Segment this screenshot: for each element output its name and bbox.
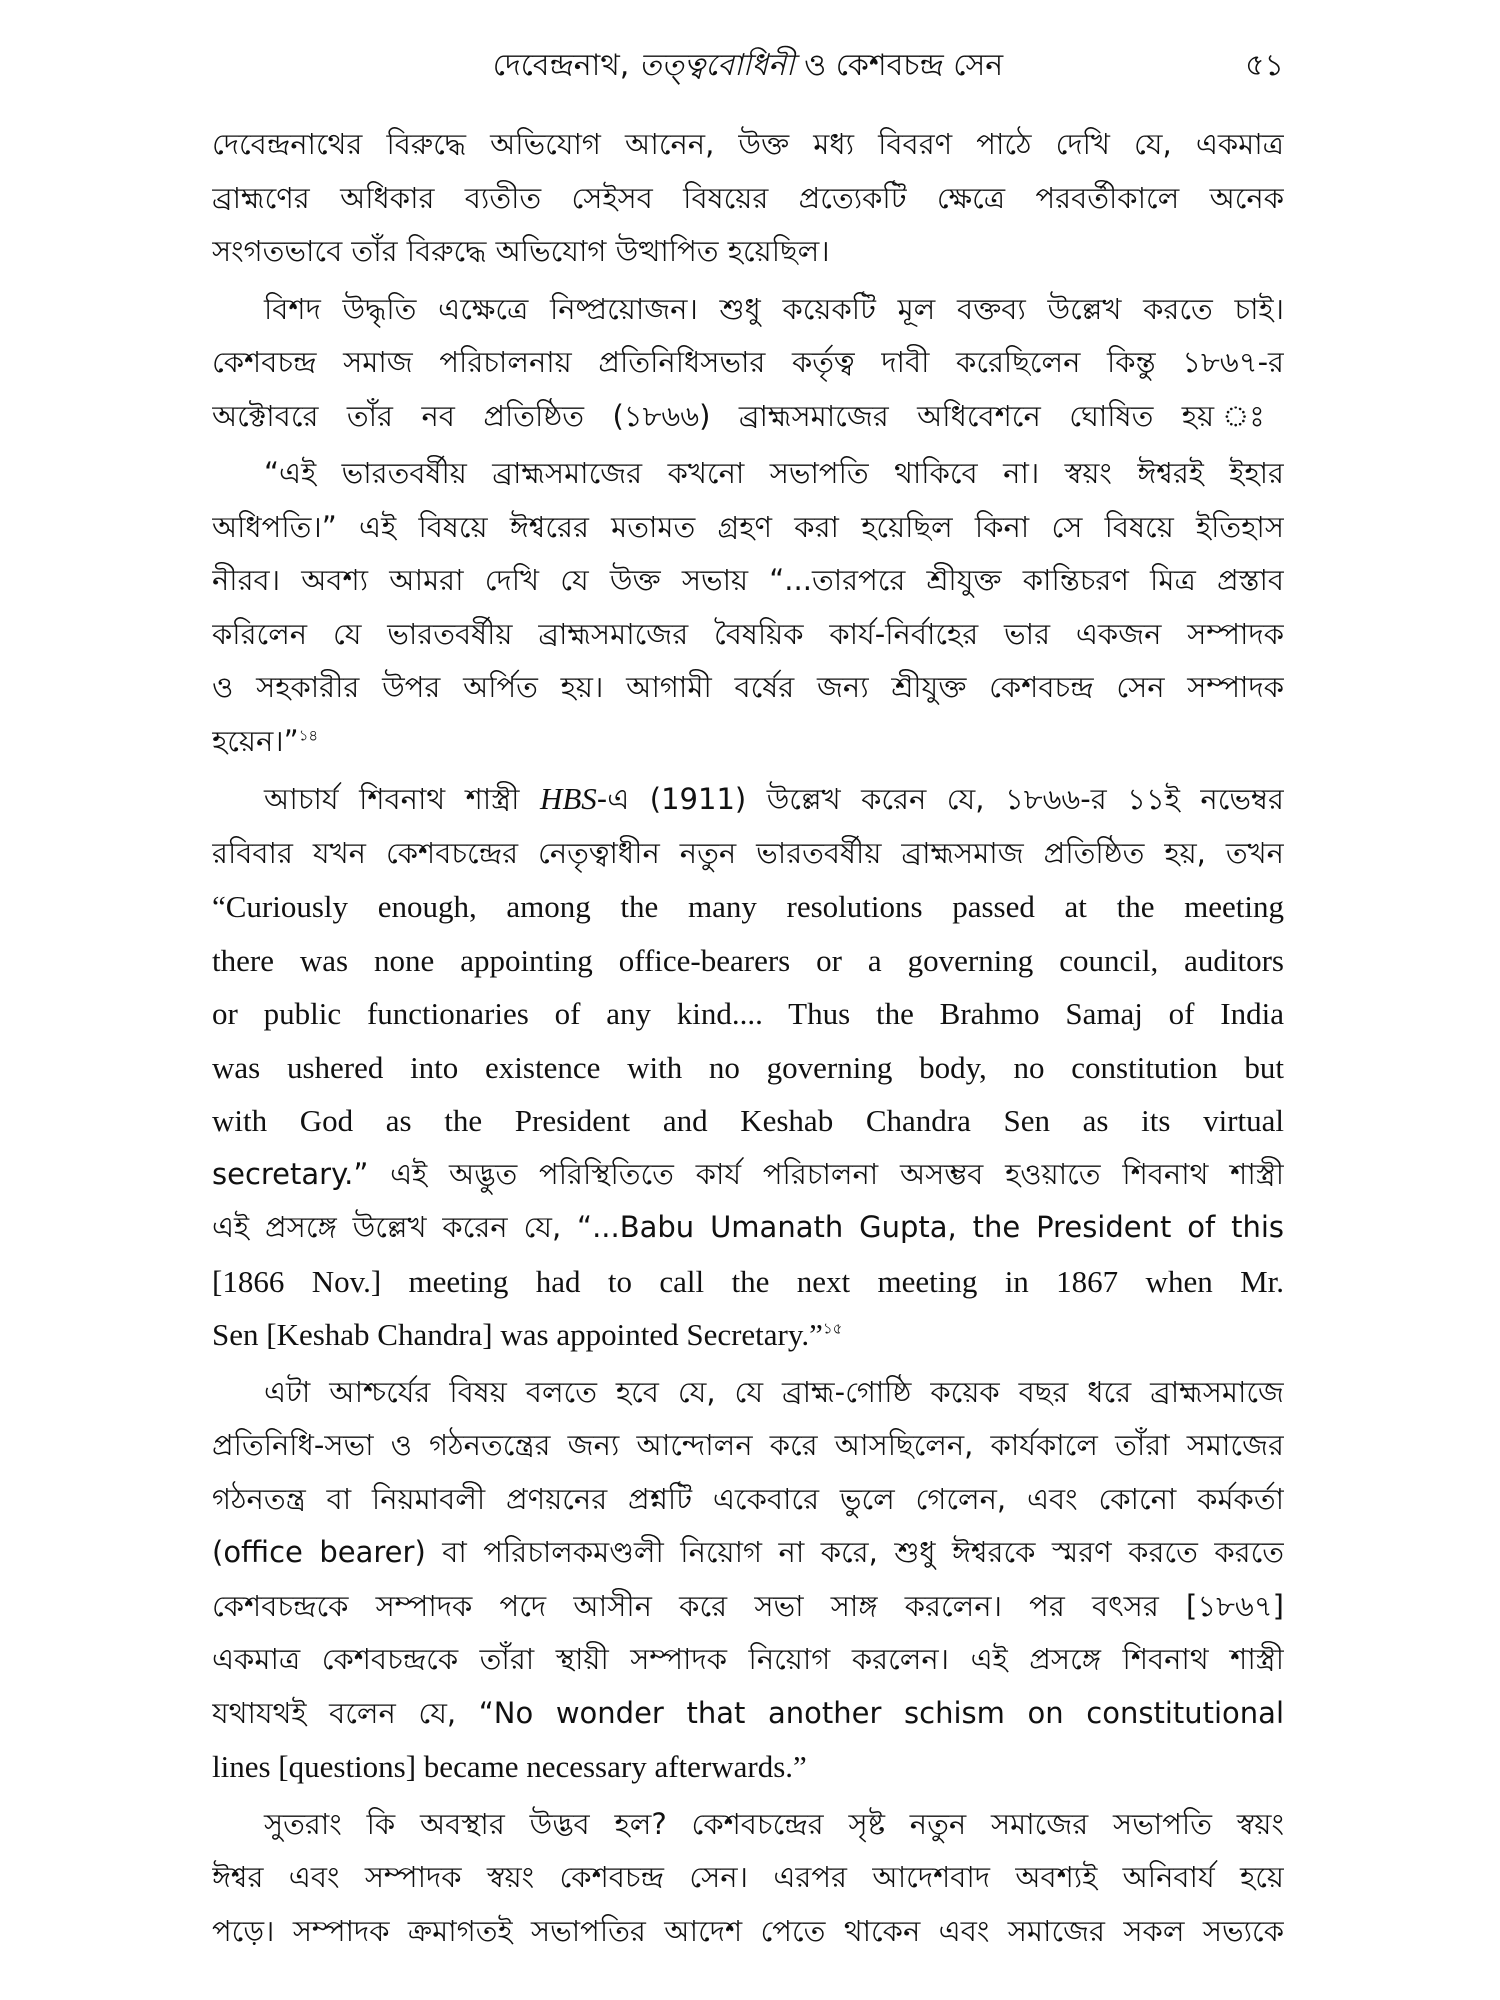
paragraph-6 [212,1798,1284,1959]
text-line: এই প্রসঙ্গে উল্লেখ করেন যে, “...Babu Umanath Gupta, the President of this [212,1210,1284,1244]
text-segment: আচার্য শিবনাথ শাস্ত্রী [264,782,540,816]
text-line: এটা আশ্চর্যের বিষয় বলতে হবে যে, যে ব্রাহ্ম-গোষ্ঠি কয়েক বছর ধরে ব্রাহ্মসমাজে [264,1374,1284,1409]
text-line: দেবেন্দ্রনাথের বিরুদ্ধে অভিযোগ আনেন, উক্ত মধ্য বিবরণ পাঠে দেখি যে, একমাত্র [212,127,1284,161]
text-line: was ushered into existence with no governing body, no constitution but [212,1049,1284,1085]
text-line: ব্রাহ্মণের অধিকার ব্যতীত সেইসব বিষয়ের প্রত্যেকটি ক্ষেত্রে পরবর্তীকালে অনেক [212,180,1284,215]
text-line: lines [questions] became necessary afterwards.” [212,1749,807,1784]
text-segment: -এ (1911) উল্লেখ করেন যে, ১৮৬৬-র ১১ই নভেম্বর [596,782,1284,816]
text-line: “এই ভারতবর্ষীয় ব্রাহ্মসমাজের কখনো সভাপতি থাকিবে না। স্বয়ং ঈশ্বরই ইহার [264,456,1284,490]
text-line: রবিবার যখন কেশবচন্দ্রের নেতৃত্বাধীন নতুন ভারতবর্ষীয় ব্রাহ্মসমাজ প্রতিষ্ঠিত হয়, তখন [212,835,1284,870]
text-line: with God as the President and Keshab Chandra Sen as its virtual [212,1103,1284,1138]
running-title-italic: তত্ত্ববোধিনী [638,48,795,83]
paragraph-1 [212,118,1284,279]
text-line [212,772,1284,827]
text-line: কেশবচন্দ্রকে সম্পাদক পদে আসীন করে সভা সাঙ্গ করলেন। পর বৎসর [১৮৬৭] [212,1588,1284,1623]
text-line: সংগতভাবে তাঁর বিরুদ্ধে অভিযোগ উত্থাপিত হয়েছিল। [212,234,830,268]
footnote-marker: ১৫ [822,1321,843,1338]
text-line: নীরব। অবশ্য আমরা দেখি যে উক্ত সভায় “...তারপরে শ্রীযুক্ত কান্তিচরণ মিত্র প্রস্তাব [212,563,1284,597]
text-line: একমাত্র কেশবচন্দ্রকে তাঁরা স্থায়ী সম্পাদক নিয়োগ করলেন। এই প্রসঙ্গে শিবনাথ শাস্ত্রী [212,1642,1284,1676]
running-title-part1: দেবেন্দ্রনাথ, [492,48,639,83]
paragraph-2 [212,283,1284,444]
running-title [212,42,1284,90]
citation-abbrev: HBS [539,781,597,816]
text-line: ঈশ্বর এবং সম্পাদক স্বয়ং কেশবচন্দ্র সেন। এরপর আদেশবাদ অবশ্যই অনিবার্য হয়ে [212,1860,1284,1894]
footnote-marker: ১৪ [298,725,319,744]
paragraph-5 [212,1366,1284,1794]
running-title-part2: ও কেশবচন্দ্র সেন [794,48,1004,83]
text-line [212,715,1284,769]
page-number: ৫১ [1245,48,1284,83]
paragraph-4 [212,772,1284,1362]
text-line: there was none appointing office-bearers or a governing council, auditors [212,942,1284,978]
text-line-content: Sen [Keshab Chandra] was appointed Secretary.” [212,1317,823,1352]
text-line: করিলেন যে ভারতবর্ষীয় ব্রাহ্মসমাজের বৈষয়িক কার্য-নির্বাহের ভার একজন সম্পাদক [212,616,1284,651]
text-line: (office bearer) বা পরিচালকমণ্ডলী নিয়োগ না করে, শুধু ঈশ্বরকে স্মরণ করতে করতে [212,1535,1284,1569]
text-line: পড়ে। সম্পাদক ক্রমাগতই সভাপতির আদেশ পেতে থাকেন এবং সমাজের সকল সভ্যকে [212,1913,1284,1948]
text-line: অধিপতি।” এই বিষয়ে ঈশ্বরের মতামত গ্রহণ করা হয়েছিল কিনা সে বিষয়ে ইতিহাস [212,509,1284,544]
text-line: or public functionaries of any kind.... Thus the Brahmo Samaj of India [212,996,1284,1031]
text-line: বিশদ উদ্ধৃতি এক্ষেত্রে নিষ্প্রয়োজন। শুধু কয়েকটি মূল বক্তব্য উল্লেখ করতে চাই। [264,291,1284,326]
text-line: অক্টোবরে তাঁর নব প্রতিষ্ঠিত (১৮৬৬) ব্রাহ্মসমাজের অধিবেশনে ঘোষিত হয় ঃ [212,398,1284,433]
text-line: গঠনতন্ত্র বা নিয়মাবলী প্রণয়নের প্রশ্নটি একেবারে ভুলে গেলেন, এবং কোনো কর্মকর্তা [212,1481,1284,1516]
body-text [212,118,1284,1962]
running-header [212,42,1284,90]
text-line: ও সহকারীর উপর অর্পিত হয়। আগামী বর্ষের জন্য শ্রীযুক্ত কেশবচন্দ্র সেন সম্পাদক [212,670,1284,704]
text-line: কেশবচন্দ্র সমাজ পরিচালনায় প্রতিনিধিসভার কর্তৃত্ব দাবী করেছিলেন কিন্তু ১৮৬৭-র [212,345,1284,379]
text-line [212,1308,1284,1362]
text-line: প্রতিনিধি-সভা ও গঠনতন্ত্রের জন্য আন্দোলন করে আসছিলেন, কার্যকালে তাঁরা সমাজের [212,1428,1284,1462]
paragraph-3 [212,447,1284,768]
text-line: সুতরাং কি অবস্থার উদ্ভব হল? কেশবচন্দ্রের সৃষ্ট নতুন সমাজের সভাপতি স্বয়ং [264,1806,1284,1841]
text-line: secretary.” এই অদ্ভুত পরিস্থিতিতে কার্য পরিচালনা অসম্ভব হওয়াতে শিবনাথ শাস্ত্রী [212,1156,1284,1191]
text-line-content: হয়েন।” [212,723,299,758]
text-line: যথাযথই বলেন যে, “No wonder that another schism on constitutional [212,1695,1284,1730]
text-line: [1866 Nov.] meeting had to call the next meeting in 1867 when Mr. [212,1263,1284,1299]
text-line: “Curiously enough, among the many resolutions passed at the meeting [212,889,1284,924]
